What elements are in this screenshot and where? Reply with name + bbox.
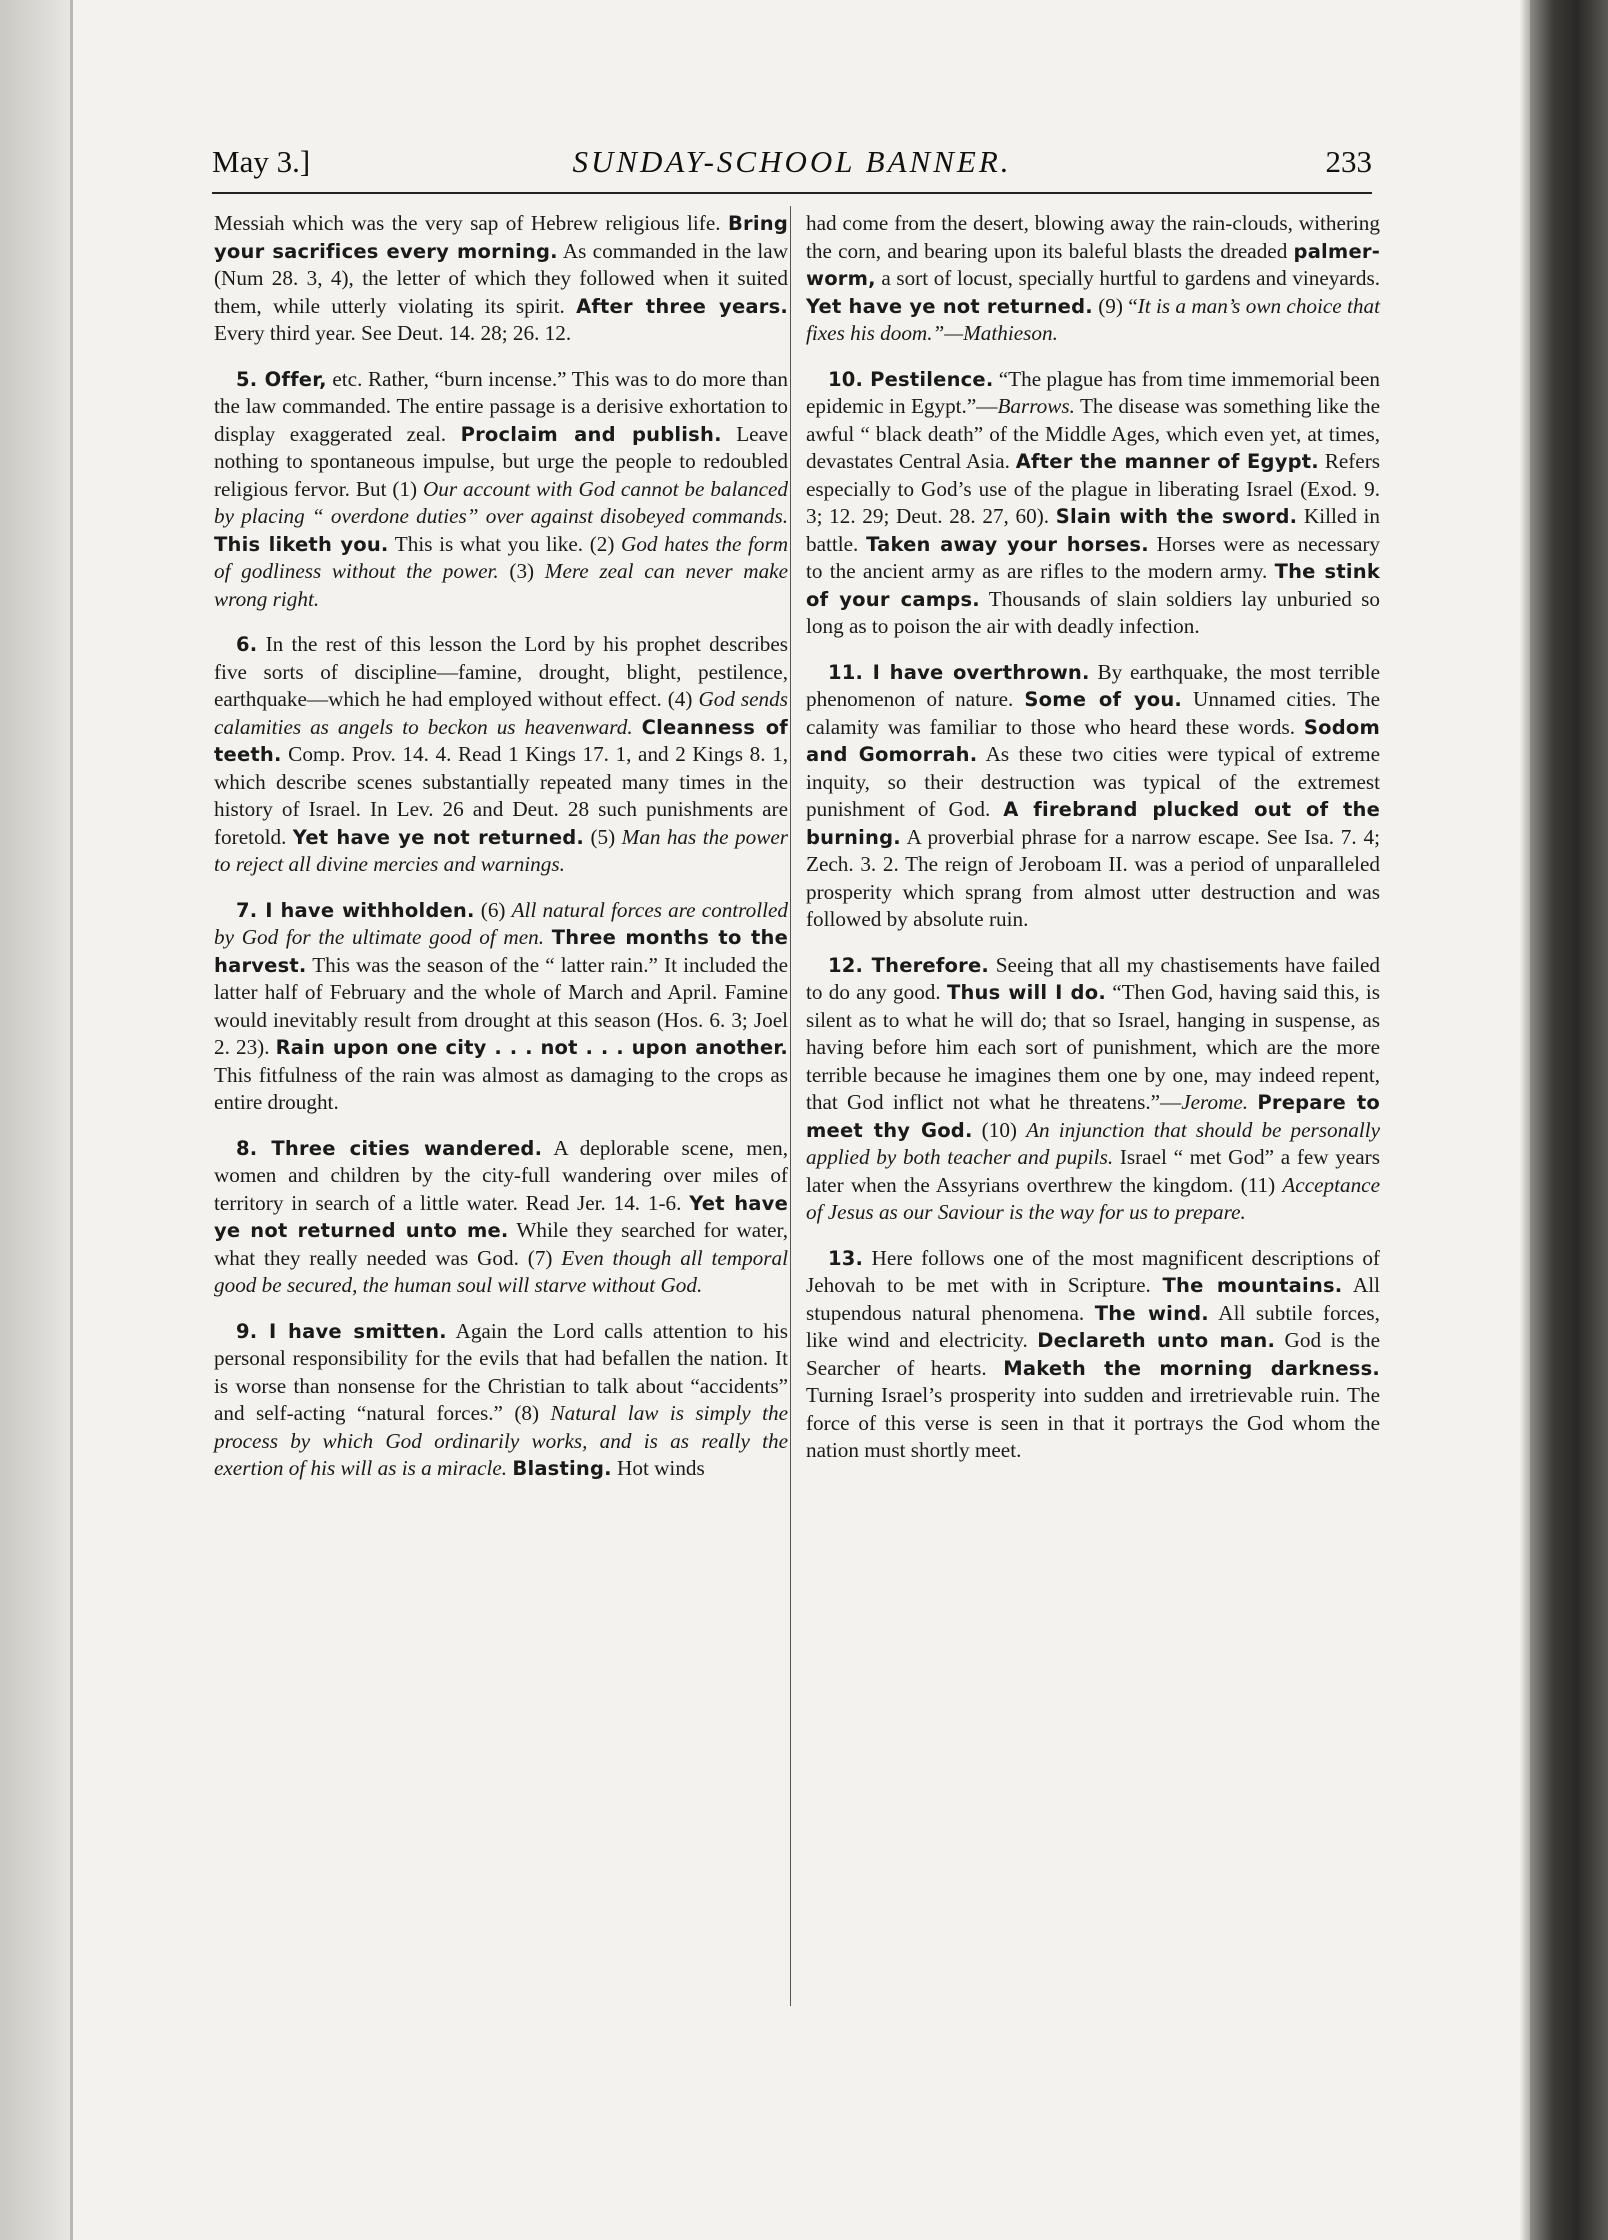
text-run: Hot winds [611,1456,705,1480]
book-spine [1530,0,1608,2240]
text-run: Unnamed cities. The calamity was familiar to those who heard these words. [806,687,1380,739]
bold-phrase: Taken away your horses. [866,532,1149,556]
text-run: (9) “ [1092,293,1138,318]
column-divider [790,206,791,2006]
italic-phrase: Acceptance of Jesus as our Saviour is the way for us to prepare. [806,1172,1380,1224]
left-column [214,210,788,1501]
bold-phrase: This liketh you. [214,532,389,556]
text-run: While they searched for water, what they really needed was God. (7) [214,1218,788,1270]
bold-phrase: 10. Pestilence. [828,367,994,391]
text-run: etc. Rather, “burn incense.” This was to do more than the law commanded. The entire passage is a derisive exhortation to display exaggerated zeal. [214,366,788,446]
text-run: All stupendous natural phenomena. [806,1273,1380,1325]
bold-phrase: Slain with the sword. [1055,505,1298,528]
text-run: All subtile forces, like wind and electricity. [806,1300,1380,1352]
bold-phrase: Yet have ye not returned. [292,825,585,849]
bold-phrase: Maketh the morning darkness. [1003,1356,1380,1380]
paragraph [806,210,1380,348]
text-run: Turning Israel’s prosperity into sudden and irretrievable ruin. The force of this verse is seen in that it portrays the God whom the nation must shortly meet. [806,1383,1380,1462]
bold-phrase: Prepare to meet thy God. [806,1091,1381,1142]
page-edge [1520,0,1530,2240]
right-column [806,210,1380,1483]
paragraph [214,366,788,614]
text-run: This is what you like. (2) [388,531,622,556]
paragraph [806,659,1380,934]
bold-phrase: 12. Therefore. [828,953,989,977]
paragraph [214,631,788,879]
bold-phrase: Sodom and Gomorrah. [806,715,1380,766]
text-run: Seeing that all my chastisements have failed to do any good. [806,952,1381,1004]
text-run: God is the Searcher of hearts. [806,1328,1380,1380]
text-run [633,715,642,739]
italic-phrase: Natural law is simply the process by which God ordinarily works, and is as really the exertion of his will as is a miracle. [214,1401,788,1480]
text-run: Israel “ met God” a few years later when the Assyrians overthrew the kingdom. (11) [806,1145,1380,1197]
text-run: This fitfulness of the rain was almost as damaging to the crops as entire drought. [214,1062,788,1114]
italic-phrase: Even though all temporal good be secured, the human soul will starve without God. [214,1245,788,1297]
text-run: a sort of locust, specially hurtful to gardens and vineyards. [875,266,1380,290]
bold-phrase: Bring your sacrifices every morning. [214,212,788,263]
italic-phrase: God sends calamities as angels to beckon us heavenward. [214,687,788,739]
text-run [544,925,552,949]
text-run: This was the season of the “ latter rain.” It included the latter half of February and the whole of March and April. Famine would inevitably result from drought at this season (Hos. 6. 3; Joel 2. 23). [214,952,788,1059]
bold-phrase: 7. I have withholden. [236,898,475,922]
bold-phrase: Blasting. [512,1457,612,1480]
bold-phrase: 9. I have smitten. [236,1319,447,1343]
bold-phrase: Cleanness of teeth. [214,715,788,766]
bold-phrase: Proclaim and publish. [460,422,722,446]
text-run: (5) [584,824,622,849]
bold-phrase: Thus will I do. [946,981,1106,1004]
bold-phrase: 13. [828,1246,864,1270]
text-run: Every third year. See Deut. 14. 28; 26. 12. [214,321,572,345]
paragraph [806,952,1380,1227]
italic-phrase: Our account with God cannot be balanced by placing “ overdone duties” over against disobeyed commands. [214,476,788,528]
bold-phrase: The wind. [1094,1301,1209,1325]
bold-phrase: A firebrand plucked out of the burning. [806,798,1380,849]
page-gutter [0,0,72,2240]
italic-phrase: An injunction that should be personally applied by both teacher and pupils. [806,1117,1380,1169]
text-run: Leave nothing to spontaneous impulse, but urge the people to redoubled religious fervor. But (1) [214,421,788,501]
paragraph [214,1135,788,1300]
text-run: Messiah which was the very sap of Hebrew religious life. [214,211,728,235]
bold-phrase: After three years. [576,294,788,318]
bold-phrase: Yet have ye not returned unto me. [214,1191,788,1242]
bold-phrase: 8. Three cities wandered. [236,1136,543,1160]
text-run: had come from the desert, blowing away the rain-clouds, withering the corn, and bearing upon its baleful blasts the dreaded [806,211,1380,263]
bold-phrase: Rain upon one city . . . not . . . upon another. [275,1036,788,1059]
text-run: Thousands of slain soldiers lay unburied so long as to poison the air with deadly infection. [806,586,1380,638]
text-run: Refers especially to God’s use of the plague in liberating Israel (Exod. 9. 3; 12. 29; Deut. 28. 27, 60). [806,449,1380,528]
italic-phrase: It is a man’s own choice that fixes his doom.”—Mathieson. [806,293,1381,345]
paragraph [214,1318,788,1483]
paragraph [214,897,788,1117]
bold-phrase: 11. I have overthrown. [828,660,1090,684]
paragraph [806,366,1380,641]
italic-phrase: All natural forces are controlled by God for the ultimate good of men. [214,897,788,949]
bold-phrase: The stink of your camps. [806,560,1380,611]
text-run: “Then God, having said this, is silent as to what he will do; that so Israel, hanging in suspense, as having before him each sort of punishment, which are the more terrible because he imagines them one by one, may indeed repent, that God inflict not what he threatens.”— [806,980,1381,1114]
text-run: As commanded in the law (Num 28. 3, 4), the letter of which they followed when it suited them, while utterly violating its spirit. [214,238,788,318]
italic-phrase: Mere zeal can never make wrong right. [214,559,788,611]
paragraph [214,210,788,348]
text-run [1248,1090,1257,1114]
page-number: 233 [1325,144,1372,179]
paragraph [806,1245,1380,1465]
text-run: (10) [972,1117,1027,1142]
text-run: As these two cities were typical of extreme inquity, so their destruction was typical of the extremest punishment of God. [806,742,1380,821]
bold-phrase: Some of you. [1024,688,1183,711]
text-run: Comp. Prov. 14. 4. Read 1 Kings 17. 1, and 2 Kings 8. 1, which describe scenes substantially repeated many times in the history of Israel. In Lev. 26 and Deut. 28 such punishments are foretold. [214,742,788,849]
text-run: (3) [498,559,545,583]
header-title: SUNDAY-SCHOOL BANNER. [572,144,1012,179]
bold-phrase: After the manner of Egypt. [1015,450,1319,473]
bold-phrase: Yet have ye not returned. [806,294,1093,318]
italic-phrase: Barrows. [997,394,1075,418]
header-date: May 3.] [212,144,311,179]
bold-phrase: The mountains. [1162,1274,1343,1297]
text-run: A deplorable scene, men, women and children by the city-full wandering over miles of territory in search of a little water. Read Jer. 14. 1-6. [214,1135,788,1215]
italic-phrase: Jerome. [1181,1090,1249,1114]
text-run: A proverbial phrase for a narrow escape. See Isa. 7. 4; Zech. 3. 2. The reign of Jeroboam II. was a period of unparalleled prosperity which sprang from almost utter destruction and was followed by absolute ruin. [806,824,1380,931]
text-run: Again the Lord calls attention to his personal responsibility for the evils that had befallen the nation. It is worse than nonsense for the Christian to talk about “accidents” and self-acting “natural forces.” (8) [214,1318,788,1425]
bold-phrase: palmer-worm, [806,239,1380,290]
bold-phrase: Three months to the harvest. [214,926,788,977]
text-run: “The plague has from time immemorial been epidemic in Egypt.”— [806,366,1380,418]
text-run: Horses were as necessary to the ancient army as are rifles to the modern army. [806,531,1380,583]
italic-phrase: God hates the form of godliness without the power. [214,531,789,583]
text-run: Here follows one of the most magnificent descriptions of Jehovah to be met with in Scripture. [806,1245,1380,1297]
bold-phrase: 6. [236,633,258,656]
text-run: By earthquake, the most terrible phenomenon of nature. [806,659,1380,711]
running-header [212,140,1372,194]
text-run: In the rest of this lesson the Lord by his prophet describes five sorts of discipline—famine, drought, blight, pestilence, earthquake—which he had employed without effect. (4) [214,632,788,711]
italic-phrase: Man has the power to reject all divine mercies and warnings. [214,824,788,876]
text-run: The disease was something like the awful “ black death” of the Middle Ages, which even yet, at times, devastates Central Asia. [806,394,1380,473]
bold-phrase: 5. Offer, [236,367,327,391]
text-run: (6) [474,897,512,922]
bold-phrase: Declareth unto man. [1037,1329,1276,1352]
text-run: Killed in battle. [806,504,1380,556]
